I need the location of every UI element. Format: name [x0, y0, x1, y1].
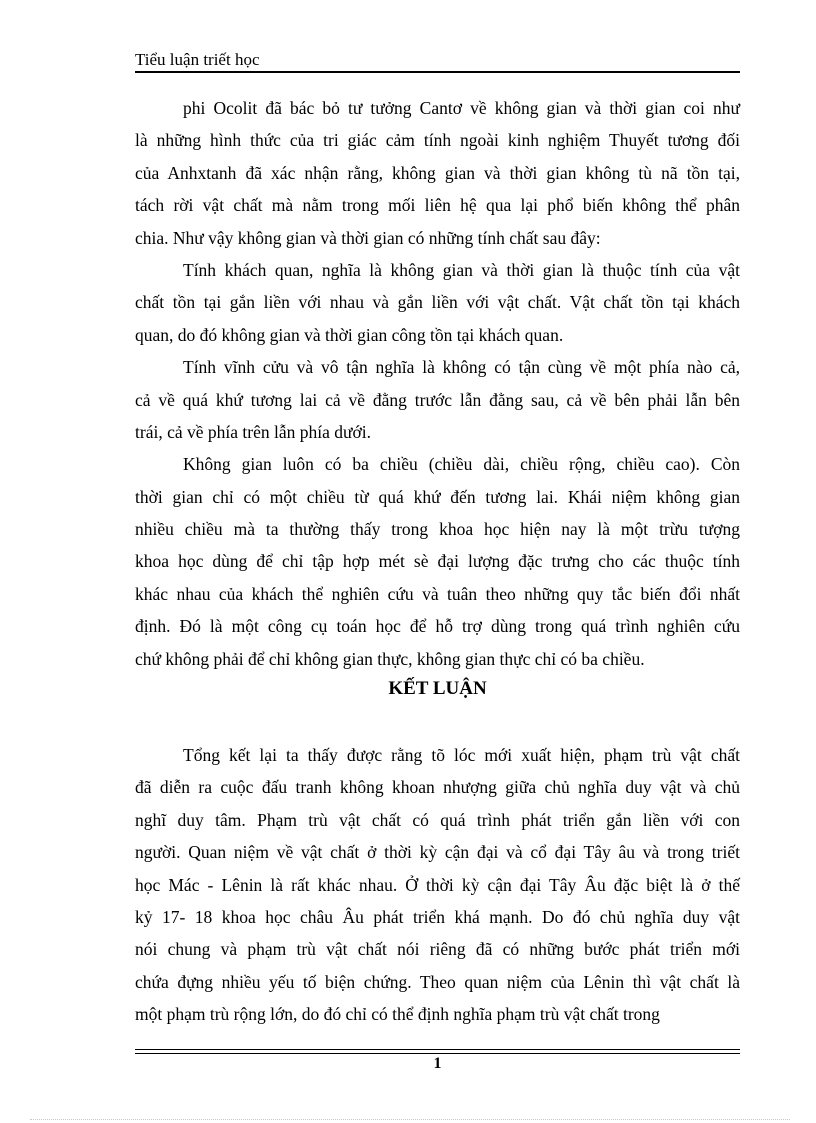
text-line: là những hình thức của tri giác cảm tính ngoài kinh nghiệm Thuyết tương đối: [135, 130, 740, 151]
text-line: quan, do đó không gian và thời gian công tồn tại khách quan.: [135, 324, 564, 345]
text-line: cả về quá khứ tương lai cả về đằng trước lẫn đằng sau, cả về bên phải lẫn bên: [135, 389, 740, 410]
section-spacer: [135, 717, 740, 739]
text-line: Tính vĩnh cửu và vô tận nghĩa là không có tận cùng về một phía nào cả,: [183, 357, 740, 378]
text-line: kỷ 17- 18 khoa học châu Âu phát triển khá mạnh. Do đó chủ nghĩa duy vật: [135, 906, 740, 927]
header-rule: [135, 71, 740, 73]
text-line: Tổng kết lại ta thấy được rằng tõ lóc mới xuất hiện, phạm trù vật chất: [183, 745, 740, 766]
text-line: thời gian chỉ có một chiều từ quá khứ đến tương lai. Khái niệm không gian: [135, 486, 740, 507]
text-line: khác nhau của khách thể nghiên cứu và tuân theo những quy tắc biến đổi nhất: [135, 583, 740, 604]
text-line: học Mác - Lênin là rất khác nhau. Ở thời kỳ cận đại Tây Âu đặc biệt là ở thế: [135, 874, 740, 895]
text-line: người. Quan niệm về vật chất ở thời kỳ cận đại và cổ đại Tây âu và trong triết: [135, 842, 740, 863]
conclusion-paragraphs: [135, 739, 740, 1031]
text-line: một phạm trù rộng lớn, do đó chỉ có thể định nghĩa phạm trù vật chất trong: [135, 1004, 660, 1025]
text-line: đã diễn ra cuộc đấu tranh không khoan nhượng giữa chủ nghĩa duy vật và chủ: [135, 777, 740, 798]
footer-rule: [135, 1049, 740, 1050]
text-line: của Anhxtanh đã xác nhận rằng, không gian và thời gian không tù nã tồn tại,: [135, 162, 740, 183]
text-line: nhiều chiều mà ta thường thấy trong khoa học hiện nay là một trừu tượng: [135, 519, 740, 540]
text-line: nói chung và phạm trù vật chất nói riêng đã có những bước phát triển mới: [135, 939, 740, 960]
conclusion-heading: KẾT LUẬN: [388, 678, 487, 700]
page-boundary: [30, 1119, 790, 1120]
text-line: khoa học dùng để chỉ tập hợp mét sè đại lượng đặc trưng cho các thuộc tính: [135, 551, 740, 572]
text-line: chất tồn tại gắn liền với nhau và gắn liền với vật chất. Vật chất tồn tại khách: [135, 292, 740, 313]
text-line: chứa đựng nhiều yếu tố biện chứng. Theo quan niệm của Lênin thì vật chất là: [135, 971, 740, 992]
text-line: định. Đó là một công cụ toán học để hỗ trợ dùng trong quá trình nghiên cứu: [135, 616, 740, 637]
running-header: Tiểu luận triết học: [135, 50, 260, 69]
text-line: chứ không phải để chỉ không gian thực, không gian thực chỉ có ba chiều.: [135, 648, 645, 669]
body-paragraphs: [135, 92, 740, 675]
text-line: trái, cả về phía trên lẫn phía dưới.: [135, 421, 371, 442]
text-line: nghĩ duy tâm. Phạm trù vật chất có quá trình phát triển gắn liền với con: [135, 809, 740, 830]
text-line: Không gian luôn có ba chiều (chiều dài, chiều rộng, chiều cao). Còn: [183, 454, 740, 475]
text-line: phi Ocolit đã bác bỏ tư tưởng Cantơ về không gian và thời gian coi như: [183, 98, 740, 118]
page-number: 1: [433, 1055, 442, 1072]
text-line: tách rời vật chất mà nằm trong mối liên hệ qua lại phổ biến không thể phân: [135, 195, 740, 216]
text-line: chia. Như vậy không gian và thời gian có những tính chất sau đây:: [135, 227, 601, 248]
document-body: [135, 92, 740, 1031]
text-line: Tính khách quan, nghĩa là không gian và thời gian là thuộc tính của vật: [183, 259, 740, 280]
